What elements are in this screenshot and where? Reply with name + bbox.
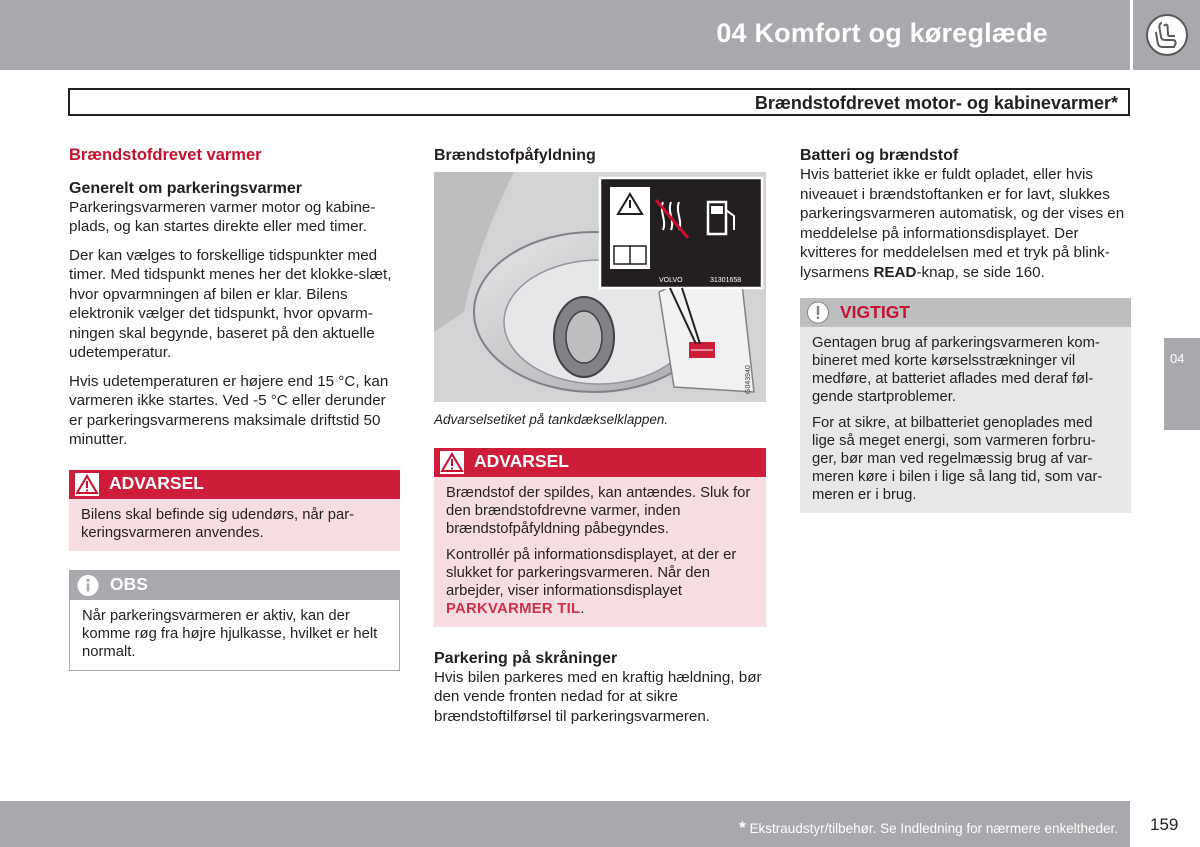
chapter-icon-box (1133, 0, 1200, 70)
note-body (70, 600, 399, 670)
column-2 (434, 146, 766, 735)
section-title: Brændstofdrevet motor- og kabinevarmer* (754, 93, 1118, 113)
subheading-parking-heater: Generelt om parkeringsvarmer (69, 179, 302, 197)
fuel-flap-image (434, 172, 766, 402)
warning-title: ADVARSEL (474, 451, 569, 472)
warning-triangle-icon (440, 451, 464, 474)
note-text: Når parkeringsvarmeren er aktiv, kan der komme røg fra højre hjulkasse, hvilket er helt normalt. (82, 607, 378, 660)
image-code: G043940 (745, 365, 752, 394)
important-text: Gentagen brug af parkeringsvarmeren kom-bineret med korte kørselsstrækninger vil medføre, at batteriet aflades med deraf føl-gende startproblemer. (812, 335, 1100, 405)
warning-box-refueling (434, 448, 766, 627)
note-header (70, 571, 399, 600)
warning-header (434, 448, 766, 477)
warning-text (446, 546, 754, 618)
read-button-label: READ (873, 263, 917, 281)
chapter-title: 04 Komfort og køreglæde (716, 18, 1048, 48)
paragraph: Parkeringsvarmeren varmer motor og kabine-plads, og kan startes direkte eller med timer. (69, 198, 376, 235)
display-message: PARKVARMER TIL (446, 600, 581, 617)
subheading-battery-fuel: Batteri og brændstof (800, 147, 959, 164)
important-body (800, 327, 1131, 513)
info-icon (76, 574, 100, 597)
side-tab-label: 04 (1170, 351, 1185, 366)
warning-triangle-icon (75, 473, 99, 496)
warning-header (69, 470, 400, 499)
heading-fuel-heater: Brændstofdrevet varmer (69, 146, 262, 164)
important-header (800, 298, 1131, 327)
footer-bar (0, 801, 1130, 847)
fuel-flap-illustration (434, 172, 766, 402)
asterisk: * (739, 818, 746, 837)
image-caption: Advarselsetiket på tankdækselklappen. (434, 412, 669, 427)
paragraph: Der kan vælges to forskellige tidspunkter med timer. Med tidspunkt menes her det klokke-slæt, hvor opvarmningen af bilen er klar. Bilens elektronik vælger det tidspunkt, hvor opvarm-ningen skal begynde, baseret på den aktuelle udetemperatur. (69, 246, 392, 361)
warning-body (69, 499, 400, 551)
warning-text-part: Kontrollér på informationsdisplayet, at der er slukket for parkeringsvarmeren. Når den arbejder, viser informationsdisplayet (446, 546, 737, 599)
note-box (69, 570, 400, 671)
subheading-refueling: Brændstofpåfyldning (434, 147, 596, 164)
important-box (800, 298, 1131, 513)
page-number: 159 (1150, 815, 1179, 834)
important-title: VIGTIGT (840, 301, 910, 322)
warning-box (69, 470, 400, 551)
column-1 (69, 146, 402, 689)
subheading-slope-parking: Parkering på skråninger (434, 649, 618, 667)
paragraph (800, 165, 1131, 282)
paragraph: Hvis udetemperaturen er højere end 15 °C, kan varmeren ikke startes. Ved -5 °C eller derunder er parkeringsvarmerens maksimale driftstid 50 minutter. (69, 372, 389, 448)
chapter-header-bar (0, 0, 1130, 70)
note-title: OBS (110, 574, 148, 595)
label-code: 31301658 (710, 277, 742, 284)
paragraph: Hvis bilen parkeres med en kraftig hældning, bør den vende fronten nedad for at sikre brændstoftilførsel til parkeringsvarmeren. (434, 668, 762, 725)
paragraph-part: -knap, se side 160. (916, 263, 1045, 281)
paragraph-part: Hvis batteriet ikke er fuldt opladet, eller hvis niveauet i brændstoftanken er for lavt, slukkes parkeringsvarmeren automatisk, og der vises en meddelelse på informationsdisplayet. Der kvitteres for meddelelsen med et tryk på blink-lysarmens (800, 166, 1125, 281)
period: . (580, 600, 585, 617)
chapter-side-tab (1164, 338, 1200, 430)
label-brand: VOLVO (659, 277, 683, 284)
seat-icon (1146, 14, 1188, 56)
warning-text: Bilens skal befinde sig udendørs, når par-keringsvarmeren anvendes. (81, 506, 355, 541)
warning-text: Brændstof der spildes, kan antændes. Sluk for den brændstofdrevne varmer, inden brændstofpåfyldning påbegyndes. (446, 484, 751, 537)
important-text: For at sikre, at bilbatteriet genoplades med lige så meget energi, som varmeren forbru-ger, bør man ved regelmæssig brug af var-meren køre i bilen i lige så lang tid, som var-meren er i brug. (812, 415, 1103, 503)
column-3 (800, 146, 1131, 531)
footer-note-text: Ekstraudstyr/tilbehør. Se Indledning for nærmere enkeltheder. (749, 821, 1118, 836)
exclamation-icon (806, 301, 830, 324)
warning-title: ADVARSEL (109, 473, 204, 494)
footer-note (739, 818, 1118, 838)
section-title-box (68, 88, 1130, 116)
warning-body (434, 477, 766, 627)
